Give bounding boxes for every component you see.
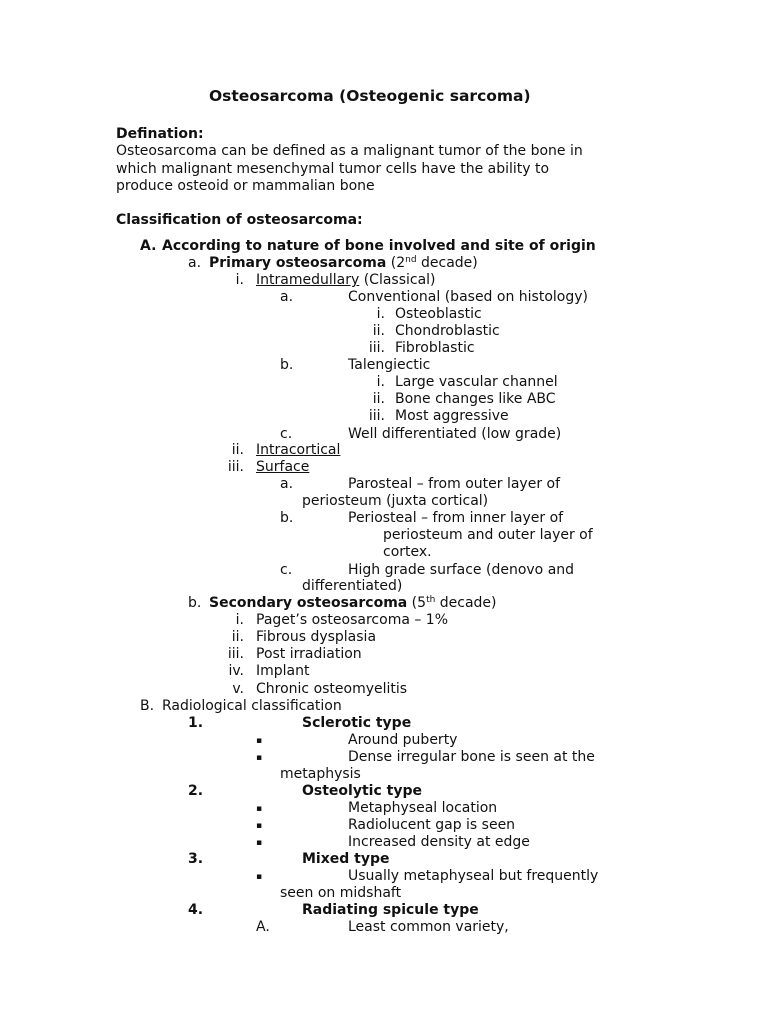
secondary-marker: b. [188, 595, 202, 611]
bullet-text-cont: seen on midshaft [280, 885, 402, 901]
parosteal-line-2: periosteum (juxta cortical) [302, 493, 489, 509]
list-item-marker: ii. [372, 391, 385, 407]
list-item-marker: ii. [372, 323, 385, 339]
intracortical-marker: ii. [231, 442, 244, 458]
bullet-icon: ▪ [256, 821, 263, 831]
bullet-text-cont: metaphysis [280, 766, 361, 782]
list-item: Osteoblastic [395, 306, 482, 322]
well-differentiated-marker: c. [280, 426, 293, 442]
primary-post: decade) [416, 255, 478, 271]
bullet-text: Usually metaphyseal but frequently [348, 868, 599, 884]
parosteal-line-1: Parosteal – from outer layer of [348, 476, 561, 492]
periosteal-line-1: Periosteal – from inner layer of [348, 510, 564, 526]
list-item-marker: i. [376, 374, 385, 390]
section-b-title: Radiological classification [162, 698, 342, 714]
intracortical-label: Intracortical [256, 442, 341, 458]
definition-line-1: Osteosarcoma can be defined as a malignant tumor of the bone in [116, 143, 583, 159]
list-item-marker: i. [235, 612, 244, 628]
bullet-text: Radiolucent gap is seen [348, 817, 516, 833]
list-item: Bone changes like ABC [395, 391, 556, 407]
section-a-title: According to nature of bone involved and site of origin [162, 238, 596, 254]
radiating-a-marker: A. [256, 919, 270, 935]
bullet-icon: ▪ [256, 804, 263, 814]
bullet-text: Dense irregular bone is seen at the [348, 749, 595, 765]
bullet-icon: ▪ [256, 838, 263, 848]
secondary-pre: (5 [407, 595, 427, 611]
sclerotic-label: Sclerotic type [302, 715, 412, 731]
secondary-post: decade) [435, 595, 497, 611]
osteolytic-marker: 2. [188, 783, 204, 799]
high-grade-line-1: High grade surface (denovo and [348, 562, 575, 578]
bullet-icon: ▪ [256, 736, 263, 746]
bullet-text: Increased density at edge [348, 834, 530, 850]
section-b-marker: B. [140, 698, 155, 714]
list-item: Paget’s osteosarcoma – 1% [256, 612, 449, 628]
secondary-label: Secondary osteosarcoma [209, 595, 408, 611]
osteolytic-label: Osteolytic type [302, 783, 422, 799]
periosteal-line-2: periosteum and outer layer of [383, 527, 593, 543]
list-item-marker: iv. [228, 663, 244, 679]
page-title: Osteosarcoma (Osteogenic sarcoma) [209, 87, 531, 105]
high-grade-marker: c. [280, 562, 293, 578]
list-item-marker: iii. [227, 646, 244, 662]
primary-pre: (2 [386, 255, 406, 271]
sclerotic-marker: 1. [188, 715, 204, 731]
primary-line [209, 255, 478, 272]
radiating-label: Radiating spicule type [302, 902, 479, 918]
primary-sup: nd [405, 255, 417, 265]
list-item-marker: ii. [231, 629, 244, 645]
talengiectic-text: Talengiectic [348, 357, 431, 373]
bullet-text: Metaphyseal location [348, 800, 498, 816]
list-item-marker: iii. [368, 408, 385, 424]
list-item: Chronic osteomyelitis [256, 681, 408, 697]
list-item-marker: iii. [368, 340, 385, 356]
list-item: Implant [256, 663, 310, 679]
surface-marker: iii. [227, 459, 244, 475]
definition-heading: Defination: [116, 126, 204, 142]
list-item: Post irradiation [256, 646, 362, 662]
secondary-sup: th [426, 595, 436, 605]
list-item: Chondroblastic [395, 323, 500, 339]
primary-marker: a. [188, 255, 202, 271]
conventional-marker: a. [280, 289, 294, 305]
periosteal-line-3: cortex. [383, 544, 432, 560]
intramedullary-line [256, 272, 436, 289]
radiating-a-text: Least common variety, [348, 919, 509, 935]
mixed-marker: 3. [188, 851, 204, 867]
definition-line-2: which malignant mesenchymal tumor cells have the ability to [116, 161, 550, 177]
list-item: Fibroblastic [395, 340, 475, 356]
primary-label: Primary osteosarcoma [209, 255, 387, 271]
list-item: Fibrous dysplasia [256, 629, 377, 645]
definition-line-3: produce osteoid or mammalian bone [116, 178, 375, 194]
intramedullary-marker: i. [235, 272, 244, 288]
intramedullary-suffix: (Classical) [359, 272, 436, 288]
intramedullary-label: Intramedullary [256, 272, 360, 288]
high-grade-line-2: differentiated) [302, 578, 403, 594]
well-differentiated-text: Well differentiated (low grade) [348, 426, 562, 442]
classification-heading: Classification of osteosarcoma: [116, 212, 363, 228]
section-a-marker: A. [140, 238, 157, 254]
parosteal-marker: a. [280, 476, 294, 492]
periosteal-marker: b. [280, 510, 294, 526]
list-item: Most aggressive [395, 408, 509, 424]
mixed-label: Mixed type [302, 851, 390, 867]
radiating-marker: 4. [188, 902, 204, 918]
bullet-icon: ▪ [256, 872, 263, 882]
bullet-text: Around puberty [348, 732, 458, 748]
list-item-marker: i. [376, 306, 385, 322]
bullet-icon: ▪ [256, 753, 263, 763]
secondary-line [209, 595, 497, 612]
conventional-text: Conventional (based on histology) [348, 289, 588, 305]
list-item: Large vascular channel [395, 374, 558, 390]
surface-label: Surface [256, 459, 310, 475]
talengiectic-marker: b. [280, 357, 294, 373]
list-item-marker: v. [232, 681, 244, 697]
